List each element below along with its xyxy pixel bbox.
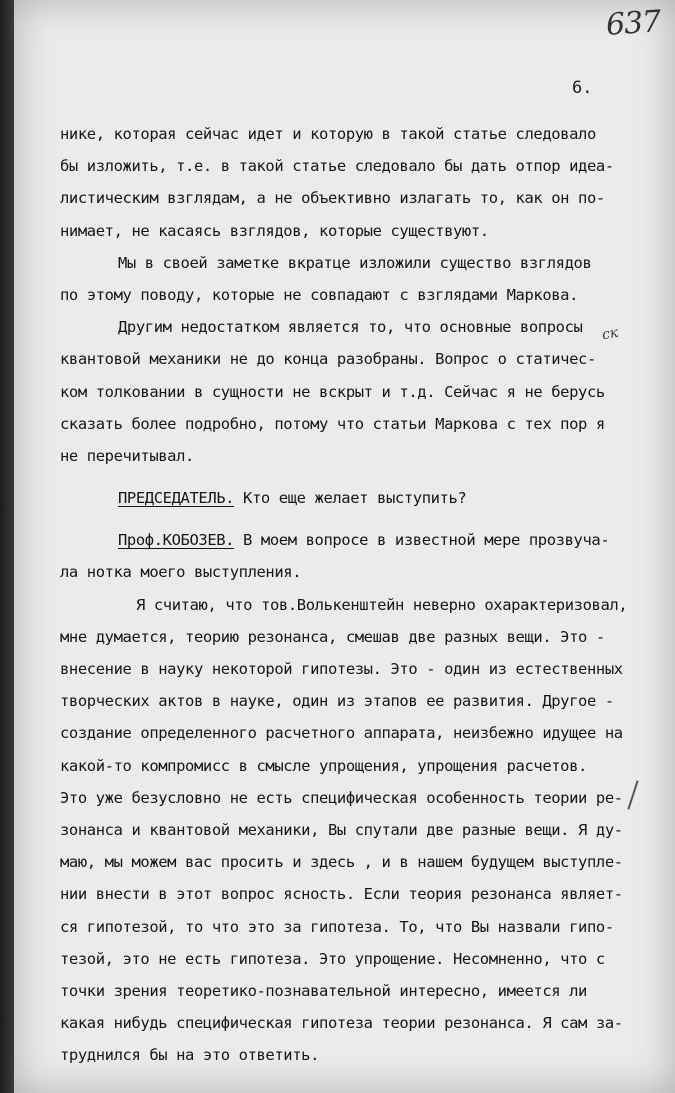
text-line: не перечитывал. — [60, 446, 194, 465]
text-line: Я считаю, что тов.Волькенштейн неверно охарактеризовал, — [136, 595, 628, 614]
text-line: тезой, это не есть гипотеза. Это упрощение. Несомненно, что с — [60, 949, 605, 968]
film-edge — [0, 0, 14, 1093]
speaker-chairman: ПРЕДСЕДАТЕЛЬ. — [118, 489, 235, 508]
text-line: точки зрения теоретико-познавательной интересно, имеется ли — [60, 981, 587, 1000]
text-line: какой-то компромисс в смысле упрощения, упрощения расчетов. — [60, 756, 587, 775]
text-line: Мы в своей заметке вкратце изложили существо взглядов — [118, 253, 592, 272]
text-line: Другим недостатком является то, что основные вопросы — [118, 318, 583, 337]
text-line: внесение в науку некоторой гипотезы. Это - один из естественных — [60, 660, 623, 678]
text-line: листическим взглядам, а не объективно излагать то, как он по- — [60, 189, 605, 208]
text-line: творческих актов в науке, один из этапов ее развития. Другое - — [60, 692, 614, 711]
text-line: сказать более подробно, потому что статьи Маркова с тех пор я — [60, 414, 605, 433]
text-line: маю, мы можем вас просить и здесь , и в нашем будущем выступле- — [60, 853, 623, 872]
chairman-line — [60, 482, 675, 514]
document-page — [14, 0, 675, 1093]
archive-number: 637 — [604, 4, 662, 43]
text-line: Это уже безусловно не есть специфическая особенность теории ре- — [60, 788, 623, 807]
text-line: нимает, не касаясь взглядов, которые существуют. — [60, 221, 489, 240]
text-line: труднился бы на это ответить. — [60, 1046, 320, 1065]
text-line: по этому поводу, которые не совпадают с взглядами Маркова. — [60, 285, 579, 304]
text-line: квантовой механики не до конца разобраны. Вопрос о статичес- — [60, 350, 596, 369]
text-line: создание определенного расчетного аппарата, неизбежно идущее на — [60, 724, 623, 743]
text-line: ла нотка моего выступления. — [60, 563, 302, 582]
transcript-text — [60, 118, 675, 1071]
page-number: 6. — [572, 78, 593, 98]
kobozev-remark: В моем вопросе в известной мере прозвуча- — [234, 531, 610, 550]
text-line: мне думается, теорию резонанса, смешав две разных вещи. Это - — [60, 627, 605, 646]
text-line: бы изложить, т.е. в такой статье следовало бы дать отпор идеа- — [60, 157, 614, 176]
text-line: какая нибудь специфическая гипотеза теории резонанса. Я сам за- — [60, 1014, 623, 1033]
chairman-remark: Кто еще желает выступить? — [234, 489, 467, 508]
text-line: нии внести в этот вопрос ясность. Если теория резонанса являет- — [60, 885, 623, 904]
speaker-kobozev: Проф.КОБОЗЕВ. — [118, 531, 235, 550]
kobozev-line — [60, 524, 675, 556]
text-line: ся гипотезой, то что это за гипотеза. То, что Вы назвали гипо- — [60, 917, 614, 936]
text-line: нике, которая сейчас идет и которую в такой статье следовало — [60, 125, 596, 143]
handwritten-annotation: ск — [600, 324, 620, 344]
text-line: зонанса и квантовой механики, Вы спутали две разные вещи. Я ду- — [60, 820, 623, 839]
text-line: ком толковании в сущности не вскрыт и т.д. Сейчас я не берусь — [60, 382, 605, 401]
